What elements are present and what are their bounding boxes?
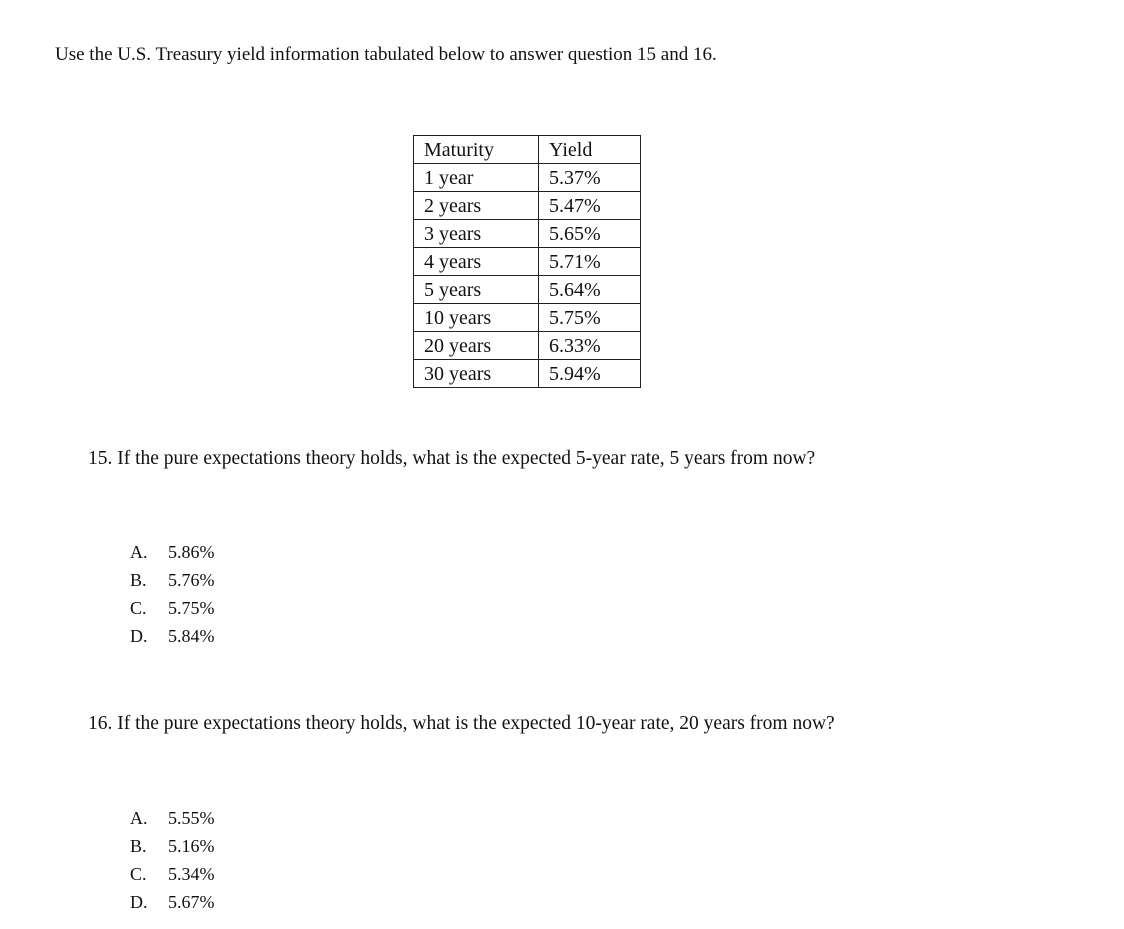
yield-cell: 6.33% <box>539 332 641 360</box>
answer-option[interactable] <box>130 888 215 916</box>
table-row <box>414 248 641 276</box>
question-16 <box>88 709 1018 739</box>
question-16-options <box>130 804 215 916</box>
option-value: 5.84% <box>168 626 215 646</box>
option-value: 5.16% <box>168 836 215 856</box>
treasury-yield-table <box>413 135 641 388</box>
option-letter: A. <box>130 808 148 828</box>
answer-option[interactable] <box>130 832 215 860</box>
option-letter: D. <box>130 626 148 646</box>
option-letter: B. <box>130 570 147 590</box>
yield-cell: 5.37% <box>539 164 641 192</box>
yield-cell: 5.47% <box>539 192 641 220</box>
yield-cell: 5.75% <box>539 304 641 332</box>
table-header-row <box>414 136 641 164</box>
option-value: 5.86% <box>168 542 215 562</box>
yield-cell: 5.64% <box>539 276 641 304</box>
maturity-cell: 20 years <box>414 332 539 360</box>
option-letter: C. <box>130 598 147 618</box>
table-row <box>414 276 641 304</box>
option-letter: B. <box>130 836 147 856</box>
maturity-cell: 4 years <box>414 248 539 276</box>
yield-cell: 5.65% <box>539 220 641 248</box>
maturity-cell: 3 years <box>414 220 539 248</box>
maturity-cell: 5 years <box>414 276 539 304</box>
table-row <box>414 332 641 360</box>
maturity-cell: 10 years <box>414 304 539 332</box>
answer-option[interactable] <box>130 594 215 622</box>
option-value: 5.75% <box>168 598 215 618</box>
table-row <box>414 164 641 192</box>
intro-text: Use the U.S. Treasury yield information tabulated below to answer question 15 and 16. <box>55 44 717 65</box>
table-row <box>414 360 641 388</box>
option-letter: A. <box>130 542 148 562</box>
maturity-cell: 1 year <box>414 164 539 192</box>
option-value: 5.67% <box>168 892 215 912</box>
option-value: 5.55% <box>168 808 215 828</box>
question-text: 15. If the pure expectations theory holds, what is the expected 5-year rate, 5 years from now? <box>88 448 816 469</box>
option-value: 5.34% <box>168 864 215 884</box>
answer-option[interactable] <box>130 622 215 650</box>
yield-cell: 5.71% <box>539 248 641 276</box>
table-row <box>414 220 641 248</box>
answer-option[interactable] <box>130 860 215 888</box>
table-row <box>414 192 641 220</box>
table-row <box>414 304 641 332</box>
option-letter: C. <box>130 864 147 884</box>
option-value: 5.76% <box>168 570 215 590</box>
answer-option[interactable] <box>130 538 215 566</box>
maturity-cell: 2 years <box>414 192 539 220</box>
yield-cell: 5.94% <box>539 360 641 388</box>
question-text: 16. If the pure expectations theory holds, what is the expected 10-year rate, 20 years from now? <box>88 713 835 734</box>
column-header-yield: Yield <box>539 136 641 164</box>
question-15 <box>88 444 1018 474</box>
question-15-options <box>130 538 215 650</box>
column-header-maturity: Maturity <box>414 136 539 164</box>
answer-option[interactable] <box>130 566 215 594</box>
answer-option[interactable] <box>130 804 215 832</box>
maturity-cell: 30 years <box>414 360 539 388</box>
option-letter: D. <box>130 892 148 912</box>
